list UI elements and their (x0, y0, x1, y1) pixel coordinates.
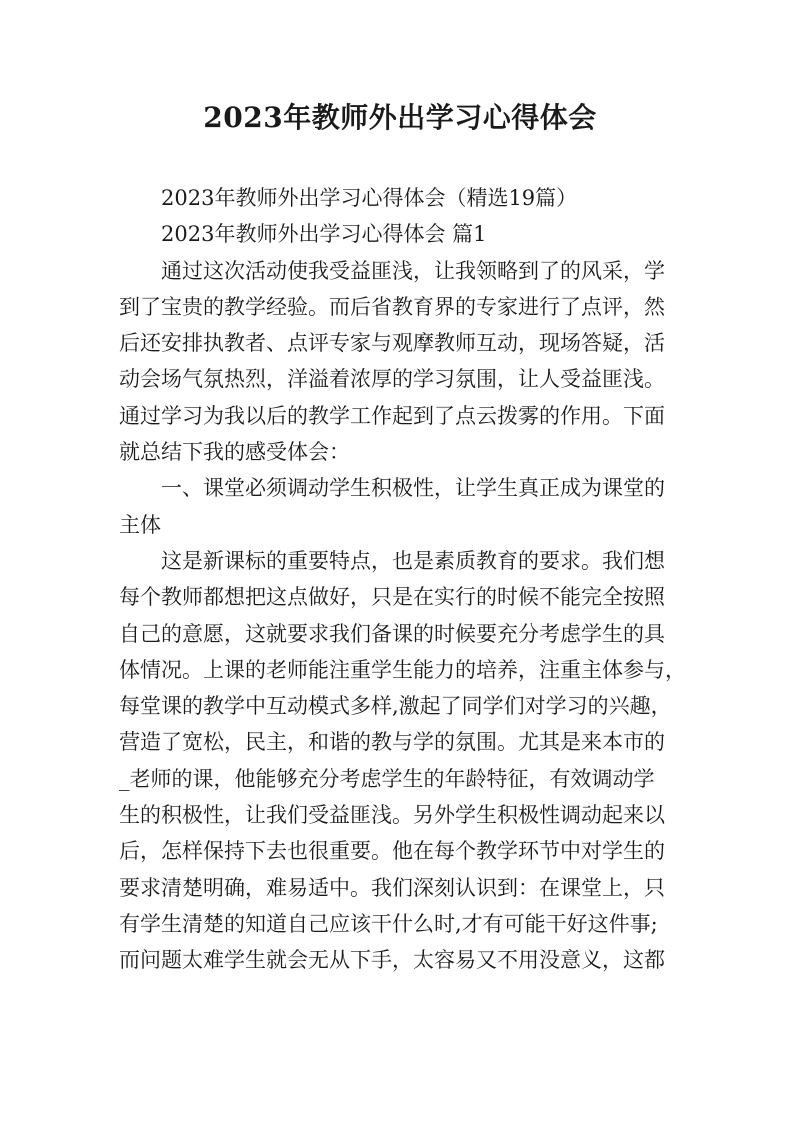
document-title: 2023年教师外出学习心得体会 (203, 101, 597, 134)
text-line: 而问题太难学生就会无从下手，太容易又不用没意义，这都 (119, 948, 665, 973)
text-line: 通过学习为我以后的教学工作起到了点云拨雾的作用。下面 (119, 403, 665, 428)
text-line: 有学生清楚的知道自己应该干什么时,才有可能干好这件事; (119, 911, 658, 936)
text-line: 生的积极性，让我们受益匪浅。另外学生积极性调动起来以 (119, 803, 665, 828)
text-line: 主体 (119, 512, 161, 537)
text-line: 要求清楚明确，难易适中。我们深刻认识到：在课堂上，只 (119, 875, 665, 900)
text-line: 每个教师都想把这点做好，只是在实行的时候不能完全按照 (119, 585, 665, 610)
text-line: 营造了宽松，民主，和谐的教与学的氛围。尤其是来本市的 (119, 730, 665, 755)
text-line: 每堂课的教学中互动模式多样,激起了同学们对学习的兴趣， (119, 694, 672, 719)
text-line: 体情况。上课的老师能注重学生能力的培养，注重主体参与， (119, 657, 686, 682)
text-line: 就总结下我的感受体会： (119, 440, 350, 465)
text-line: 后还安排执教者、点评专家与观摩教师互动，现场答疑，活 (119, 331, 665, 356)
text-line: 2023年教师外出学习心得体会 篇1 (161, 222, 487, 247)
text-line: 自己的意愿，这就要求我们备课的时候要充分考虑学生的具 (119, 621, 665, 646)
text-line: 这是新课标的重要特点，也是素质教育的要求。我们想 (161, 548, 665, 573)
document-body (119, 180, 694, 979)
text-line: 后，怎样保持下去也很重要。他在每个教学环节中对学生的 (119, 839, 665, 864)
text-line: 2023年教师外出学习心得体会（精选19篇） (161, 186, 578, 210)
text-line: 动会场气氛热烈，洋溢着浓厚的学习氛围，让人受益匪浅。 (119, 367, 665, 392)
text-line: _老师的课，他能够充分考虑学生的年龄特征，有效调动学 (119, 766, 655, 791)
text-line: 一、课堂必须调动学生积极性，让学生真正成为课堂的 (161, 476, 665, 501)
text-line: 通过这次活动使我受益匪浅，让我领略到了的风采，学 (161, 258, 665, 283)
text-line: 到了宝贵的教学经验。而后省教育界的专家进行了点评，然 (119, 294, 665, 319)
